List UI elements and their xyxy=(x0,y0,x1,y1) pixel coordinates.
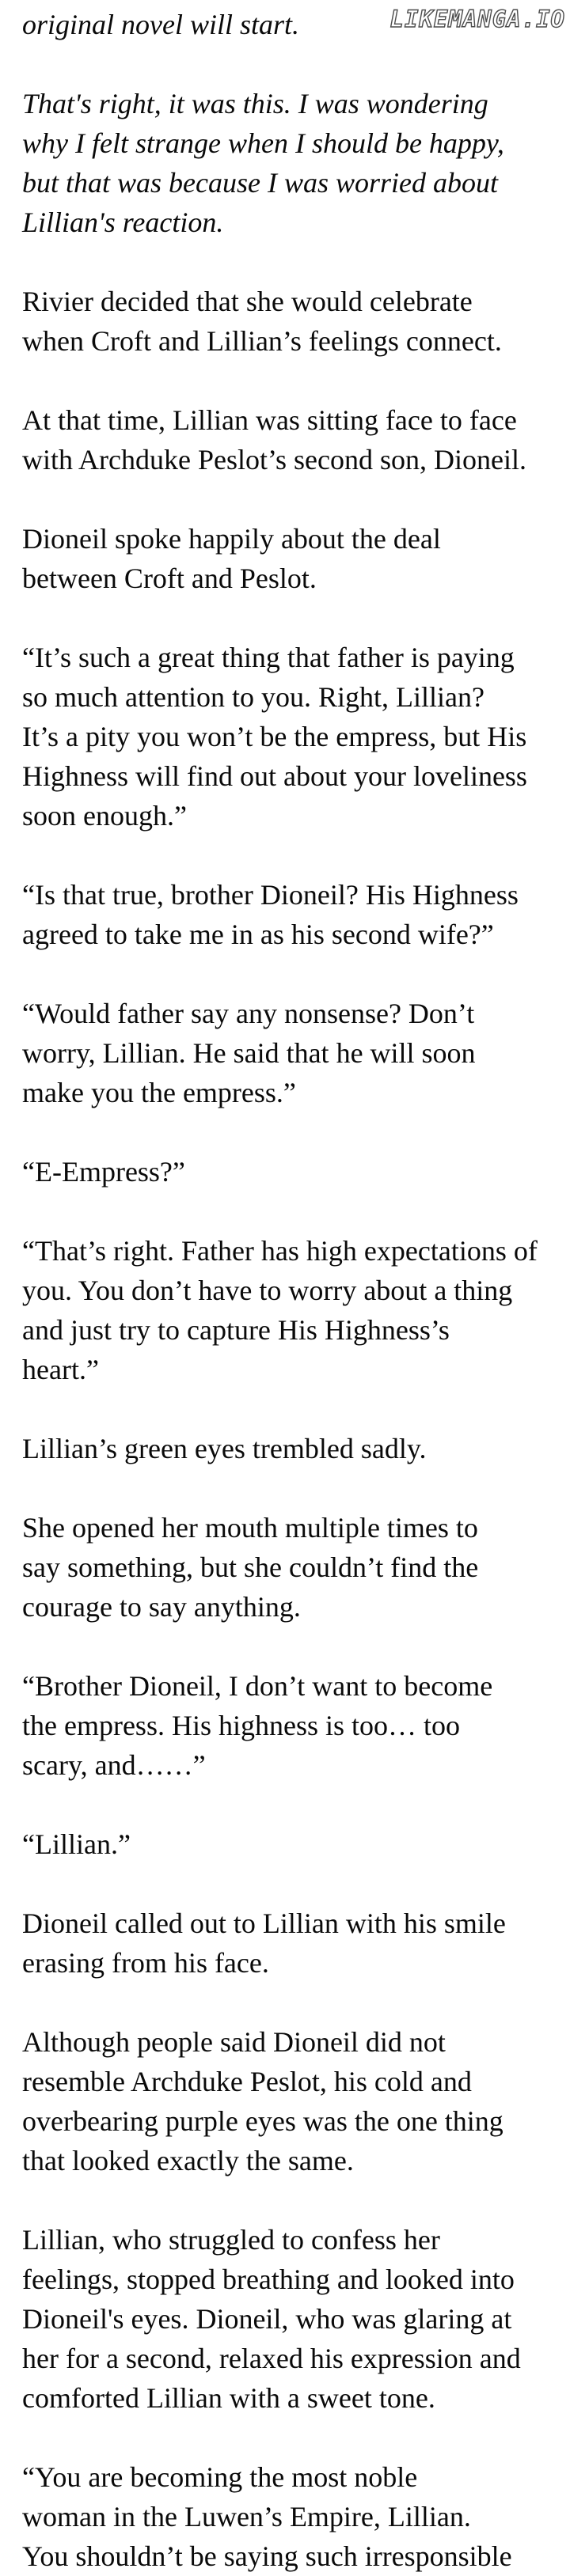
text-line: “Would father say any nonsense? Don’t xyxy=(22,998,475,1029)
paragraph xyxy=(22,519,559,598)
paragraph xyxy=(22,1904,559,1983)
paragraph xyxy=(22,2220,559,2418)
text-line: agreed to take me in as his second wife?” xyxy=(22,919,494,950)
text-line: “Lillian.” xyxy=(22,1828,131,1860)
text-line: Although people said Dioneil did not xyxy=(22,2026,446,2058)
text-line: when Croft and Lillian’s feelings connect. xyxy=(22,325,502,357)
text-line: you. You don’t have to worry about a thing xyxy=(22,1275,513,1306)
text-line: why I felt strange when I should be happy, xyxy=(22,127,504,159)
paragraph xyxy=(22,2022,559,2180)
text-line: with Archduke Peslot’s second son, Dioneil. xyxy=(22,444,526,475)
text-line: “E-Empress?” xyxy=(22,1156,185,1188)
text-line: courage to say anything. xyxy=(22,1591,301,1623)
text-line: It’s a pity you won’t be the empress, but His xyxy=(22,721,527,752)
paragraph xyxy=(22,1429,559,1468)
paragraph xyxy=(22,2457,559,2576)
text-line: so much attention to you. Right, Lillian? xyxy=(22,681,484,713)
text-line: and just try to capture His Highness’s xyxy=(22,1314,450,1346)
paragraph xyxy=(22,400,559,479)
text-line: scary, and……” xyxy=(22,1749,206,1781)
paragraph xyxy=(22,1231,559,1389)
text-line: that looked exactly the same. xyxy=(22,2145,354,2176)
text-line: her for a second, relaxed his expression and xyxy=(22,2343,521,2374)
paragraph xyxy=(22,1824,559,1864)
text-line: erasing from his face. xyxy=(22,1947,269,1979)
text-line: “You are becoming the most noble xyxy=(22,2461,418,2493)
text-line: You shouldn’t be saying such irresponsible xyxy=(22,2540,512,2572)
text-line: soon enough.” xyxy=(22,800,187,832)
text-line: “That’s right. Father has high expectations of xyxy=(22,1235,538,1267)
text-line: Rivier decided that she would celebrate xyxy=(22,286,473,317)
text-line: original novel will start. xyxy=(22,9,300,40)
text-line: comforted Lillian with a sweet tone. xyxy=(22,2382,435,2414)
text-line: say something, but she couldn’t find the xyxy=(22,1551,479,1583)
site-watermark: LIKEMANGA.IO xyxy=(390,6,565,32)
paragraph xyxy=(22,1508,559,1627)
text-line: woman in the Luwen’s Empire, Lillian. xyxy=(22,2501,471,2532)
text-line: Dioneil spoke happily about the deal xyxy=(22,523,441,555)
paragraph xyxy=(22,994,559,1112)
text-line: Dioneil's eyes. Dioneil, who was glaring at xyxy=(22,2303,512,2335)
text-line: Lillian, who struggled to confess her xyxy=(22,2224,440,2256)
paragraph xyxy=(22,84,559,242)
text-line: At that time, Lillian was sitting face to face xyxy=(22,404,517,436)
text-line: heart.” xyxy=(22,1354,99,1385)
text-line: overbearing purple eyes was the one thing xyxy=(22,2105,504,2137)
text-line: Lillian's reaction. xyxy=(22,206,224,238)
text-line: feelings, stopped breathing and looked into xyxy=(22,2263,515,2295)
text-line: “It’s such a great thing that father is paying xyxy=(22,642,515,673)
text-line: make you the empress.” xyxy=(22,1077,296,1108)
paragraph xyxy=(22,282,559,361)
text-line: She opened her mouth multiple times to xyxy=(22,1512,478,1544)
paragraph xyxy=(22,1666,559,1785)
text-line: That's right, it was this. I was wondering xyxy=(22,88,488,119)
text-line: the empress. His highness is too… too xyxy=(22,1710,460,1741)
text-line: Dioneil called out to Lillian with his smile xyxy=(22,1907,506,1939)
text-line: Lillian’s green eyes trembled sadly. xyxy=(22,1433,427,1464)
text-line: worry, Lillian. He said that he will soon xyxy=(22,1037,476,1069)
paragraph xyxy=(22,875,559,954)
text-line: but that was because I was worried about xyxy=(22,167,498,199)
text-line: Highness will find out about your loveliness xyxy=(22,760,527,792)
paragraph xyxy=(22,1152,559,1191)
text-line: “Is that true, brother Dioneil? His Highness xyxy=(22,879,519,911)
paragraph xyxy=(22,638,559,835)
text-line: resemble Archduke Peslot, his cold and xyxy=(22,2066,472,2097)
text-line: between Croft and Peslot. xyxy=(22,563,317,594)
text-line: “Brother Dioneil, I don’t want to become xyxy=(22,1670,493,1702)
